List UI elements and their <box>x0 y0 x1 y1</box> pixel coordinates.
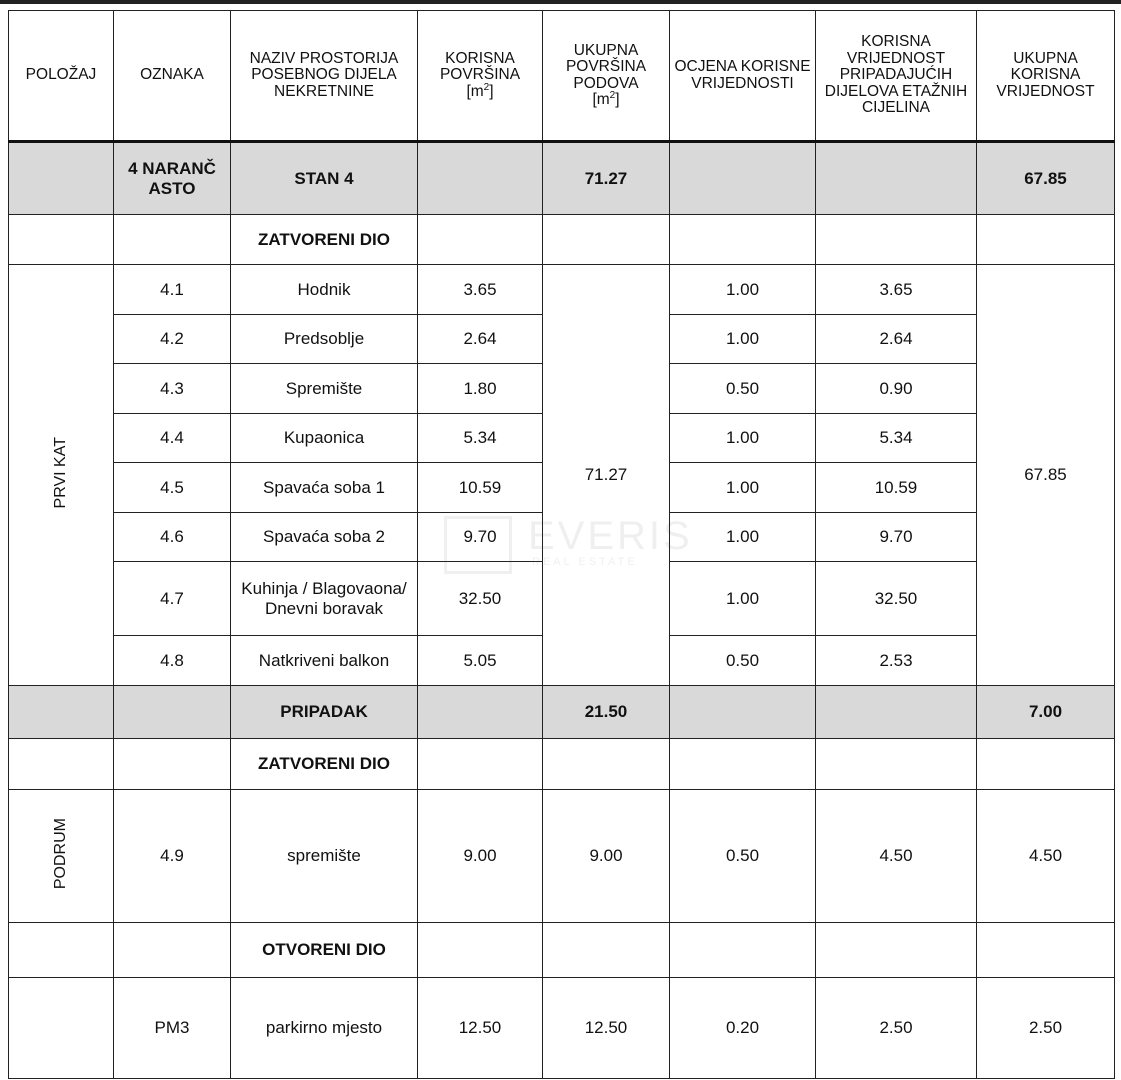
cell-empty <box>670 739 816 790</box>
room-naziv: Natkriveni balkon <box>231 636 418 686</box>
room-vrijednost: 32.50 <box>816 562 977 636</box>
section-label: OTVORENI DIO <box>231 923 418 978</box>
room-korisna: 9.70 <box>418 513 543 562</box>
cell-empty <box>670 923 816 978</box>
cell-empty <box>418 686 543 739</box>
header-korisna-povrsina-label: KORISNA POVRŠINA <box>439 49 521 84</box>
room-ukupna-korisna: 4.50 <box>977 790 1115 923</box>
stan-oznaka: 4 NARANČ ASTO <box>114 142 231 215</box>
cell-empty <box>9 215 114 265</box>
room-vrijednost: 4.50 <box>816 790 977 923</box>
stan-ukupna-povrsina: 71.27 <box>543 142 670 215</box>
cell-empty <box>816 739 977 790</box>
unit-m2: $[m^2]$ <box>466 81 494 100</box>
room-vrijednost: 2.50 <box>816 978 977 1079</box>
cell-empty <box>418 739 543 790</box>
room-oznaka: 4.1 <box>114 265 231 315</box>
room-ocjena: 1.00 <box>670 463 816 513</box>
stan-ukupna-korisna: 67.85 <box>977 142 1115 215</box>
section-row <box>9 923 1115 978</box>
room-korisna: 5.34 <box>418 414 543 463</box>
pripadak-ukupna-povrsina: 21.50 <box>543 686 670 739</box>
header-ukupna-povrsina-label: UKUPNA POVRŠINA PODOVA <box>565 41 647 92</box>
pripadak-naziv: PRIPADAK <box>231 686 418 739</box>
room-naziv: Kuhinja / Blagovaona/ Dnevni boravak <box>231 562 418 636</box>
cell-empty <box>816 923 977 978</box>
pripadak-summary-row <box>9 686 1115 739</box>
room-oznaka: 4.2 <box>114 315 231 364</box>
usable-value-table <box>8 10 1115 1079</box>
cell-empty <box>977 739 1115 790</box>
cell-empty <box>670 215 816 265</box>
room-naziv: Spremište <box>231 364 418 414</box>
room-oznaka: PM3 <box>114 978 231 1079</box>
room-naziv: Hodnik <box>231 265 418 315</box>
floor-label-cell <box>9 265 114 686</box>
cell-empty <box>977 215 1115 265</box>
room-ocjena: 0.50 <box>670 790 816 923</box>
table-row <box>9 265 1115 315</box>
cell-empty <box>816 686 977 739</box>
room-naziv: parkirno mjesto <box>231 978 418 1079</box>
cell-empty <box>816 142 977 215</box>
room-ukupna-korisna: 2.50 <box>977 978 1115 1079</box>
header-ukupna-korisna: UKUPNA KORISNA VRIJEDNOST <box>977 11 1115 142</box>
room-naziv: Spavaća soba 2 <box>231 513 418 562</box>
room-oznaka: 4.6 <box>114 513 231 562</box>
top-border-line <box>0 0 1121 4</box>
cell-empty <box>418 142 543 215</box>
cell-empty <box>9 978 114 1079</box>
room-ocjena: 1.00 <box>670 414 816 463</box>
header-polozaj: POLOŽAJ <box>9 11 114 142</box>
room-korisna: 3.65 <box>418 265 543 315</box>
unit-m2: $[m^2]$ <box>592 89 620 108</box>
floor-label: PRVI KAT <box>52 436 69 509</box>
watermark-sub: REAL ESTATE <box>532 556 638 568</box>
cell-empty <box>9 923 114 978</box>
cell-empty <box>9 686 114 739</box>
header-korisna-vrijednost: KORISNA VRIJEDNOST PRIPADAJUĆIH DIJELOVA ETAŽNIH CIJELINA <box>816 11 977 142</box>
room-ocjena: 1.00 <box>670 562 816 636</box>
room-korisna: 9.00 <box>418 790 543 923</box>
cell-empty <box>670 142 816 215</box>
cell-empty <box>114 686 231 739</box>
room-naziv: Predsoblje <box>231 315 418 364</box>
header-row <box>9 11 1115 142</box>
cell-empty <box>418 215 543 265</box>
room-korisna: 32.50 <box>418 562 543 636</box>
room-naziv: spremište <box>231 790 418 923</box>
header-naziv: NAZIV PROSTORIJA POSEBNOG DIJELA NEKRETNINE <box>231 11 418 142</box>
section-label: ZATVORENI DIO <box>231 739 418 790</box>
floor-ukupna-korisna: 67.85 <box>977 265 1115 686</box>
room-oznaka: 4.5 <box>114 463 231 513</box>
header-ukupna-povrsina <box>543 11 670 142</box>
room-vrijednost: 0.90 <box>816 364 977 414</box>
cell-empty <box>816 215 977 265</box>
section-label: ZATVORENI DIO <box>231 215 418 265</box>
room-vrijednost: 9.70 <box>816 513 977 562</box>
section-row <box>9 215 1115 265</box>
room-korisna: 2.64 <box>418 315 543 364</box>
room-naziv: Kupaonica <box>231 414 418 463</box>
table-row <box>9 790 1115 923</box>
room-vrijednost: 10.59 <box>816 463 977 513</box>
cell-empty <box>977 923 1115 978</box>
pripadak-ukupna-korisna: 7.00 <box>977 686 1115 739</box>
cell-empty <box>114 739 231 790</box>
room-ukupna-povrsina: 9.00 <box>543 790 670 923</box>
floor-label: PODRUM <box>52 817 69 890</box>
header-korisna-povrsina <box>418 11 543 142</box>
room-vrijednost: 5.34 <box>816 414 977 463</box>
room-ocjena: 0.50 <box>670 364 816 414</box>
cell-empty <box>418 923 543 978</box>
stan-summary-row <box>9 142 1115 215</box>
room-vrijednost: 2.64 <box>816 315 977 364</box>
room-vrijednost: 2.53 <box>816 636 977 686</box>
room-oznaka: 4.3 <box>114 364 231 414</box>
room-ocjena: 1.00 <box>670 265 816 315</box>
cell-empty <box>543 739 670 790</box>
room-oznaka: 4.9 <box>114 790 231 923</box>
room-ocjena: 1.00 <box>670 513 816 562</box>
floor-ukupna-povrsina: 71.27 <box>543 265 670 686</box>
cell-empty <box>543 215 670 265</box>
header-oznaka: OZNAKA <box>114 11 231 142</box>
cell-empty <box>114 215 231 265</box>
table-row <box>9 978 1115 1079</box>
room-ocjena: 1.00 <box>670 315 816 364</box>
room-korisna: 12.50 <box>418 978 543 1079</box>
stan-naziv: STAN 4 <box>231 142 418 215</box>
cell-empty <box>543 923 670 978</box>
room-korisna: 1.80 <box>418 364 543 414</box>
room-vrijednost: 3.65 <box>816 265 977 315</box>
room-ocjena: 0.50 <box>670 636 816 686</box>
cell-empty <box>9 142 114 215</box>
section-row <box>9 739 1115 790</box>
room-oznaka: 4.7 <box>114 562 231 636</box>
floor-label-cell <box>9 790 114 923</box>
cell-empty <box>9 739 114 790</box>
room-oznaka: 4.4 <box>114 414 231 463</box>
room-ocjena: 0.20 <box>670 978 816 1079</box>
watermark-brand: EVERIS <box>528 514 693 558</box>
room-naziv: Spavaća soba 1 <box>231 463 418 513</box>
header-ocjena: OCJENA KORISNE VRIJEDNOSTI <box>670 11 816 142</box>
cell-empty <box>114 923 231 978</box>
room-oznaka: 4.8 <box>114 636 231 686</box>
room-korisna: 10.59 <box>418 463 543 513</box>
room-ukupna-povrsina: 12.50 <box>543 978 670 1079</box>
cell-empty <box>670 686 816 739</box>
room-korisna: 5.05 <box>418 636 543 686</box>
